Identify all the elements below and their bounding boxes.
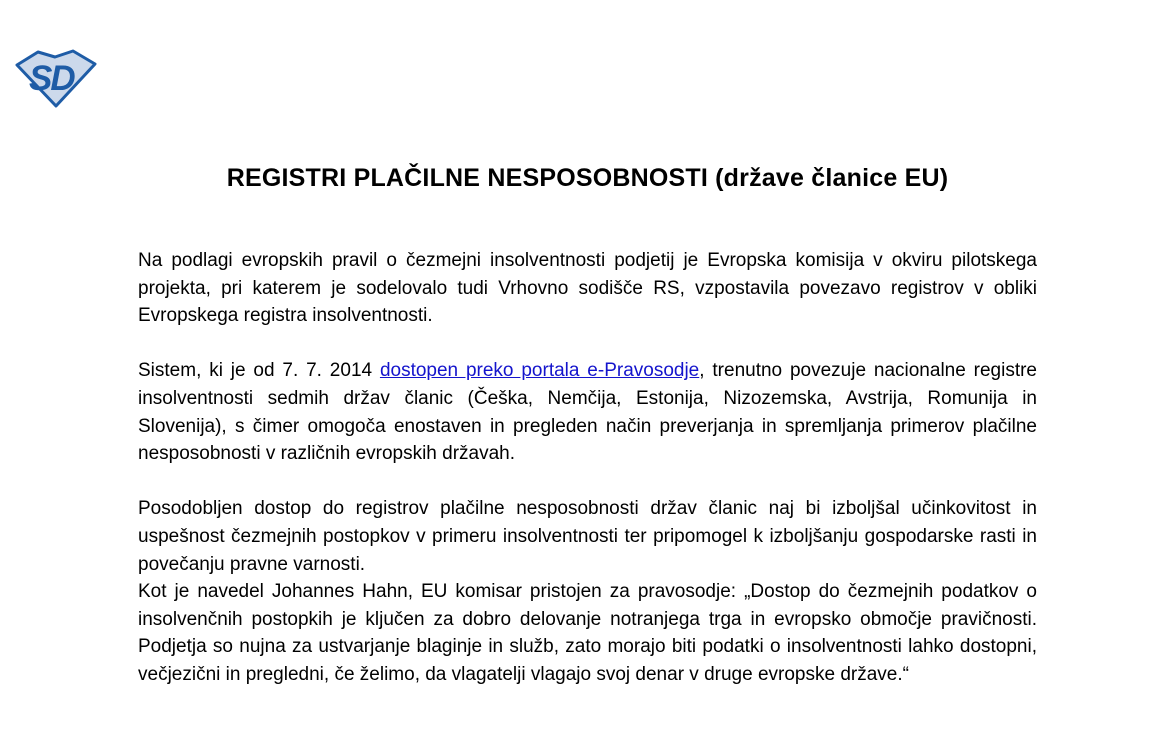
- paragraph-system: [138, 357, 1037, 467]
- paragraph-intro: Na podlagi evropskih pravil o čezmejni insolventnosti podjetij je Evropska komisija v okviru pilotskega projekta, pri katerem je sodelovalo tudi Vrhovno sodišče RS, vzpostavila povezavo registrov v obliki Evropskega registra insolventnosti.: [138, 250, 1037, 327]
- document-body: [138, 247, 1037, 689]
- document-title: REGISTRI PLAČILNE NESPOSOBNOSTI (države članice EU): [226, 164, 949, 192]
- e-pravosodje-portal-link[interactable]: dostopen preko portala e-Pravosodje: [379, 360, 700, 382]
- paragraph-system-before-link: Sistem, ki je od 7. 7. 2014: [138, 360, 380, 382]
- paragraph-updated-access: Posodobljen dostop do registrov plačilne nesposobnosti držav članic naj bi izboljšal učinkovitost in uspešnost čezmejnih postopkov v primeru insolventnosti ter pripomogel k izboljšanju gospodarske rasti in povečanju pravne varnosti.: [138, 498, 1037, 575]
- paragraph-system-after-link: , trenutno povezuje nacionalne registre insolventnosti sedmih držav članic (Češka, Nemčija, Estonija, Nizozemska, Avstrija, Romunija in Slovenija), s čimer omogoča enostaven in pregleden način preverjanja in spremljanja primerov plačilne nesposobnosti v različnih evropskih državah.: [138, 360, 1038, 465]
- paragraph-hahn-quote: Kot je navedel Johannes Hahn, EU komisar pristojen za pravosodje: „Dostop do čezmejnih podatkov o insolvenčnih postopkih je ključen za dobro delovanje notranjega trga in evropsko območje pravičnosti. Podjetja so nujna za ustvarjanje blaginje in služb, zato morajo biti podatki o insolventnosti lahko dostopni, večjezični in pregledni, če želimo, da vlagatelji vlagajo svoj denar v druge evropske države.“: [138, 581, 1037, 685]
- sd-diamond-logo-icon: [14, 49, 98, 108]
- sd-logo: [14, 49, 98, 108]
- logo-letters: SD: [29, 59, 74, 98]
